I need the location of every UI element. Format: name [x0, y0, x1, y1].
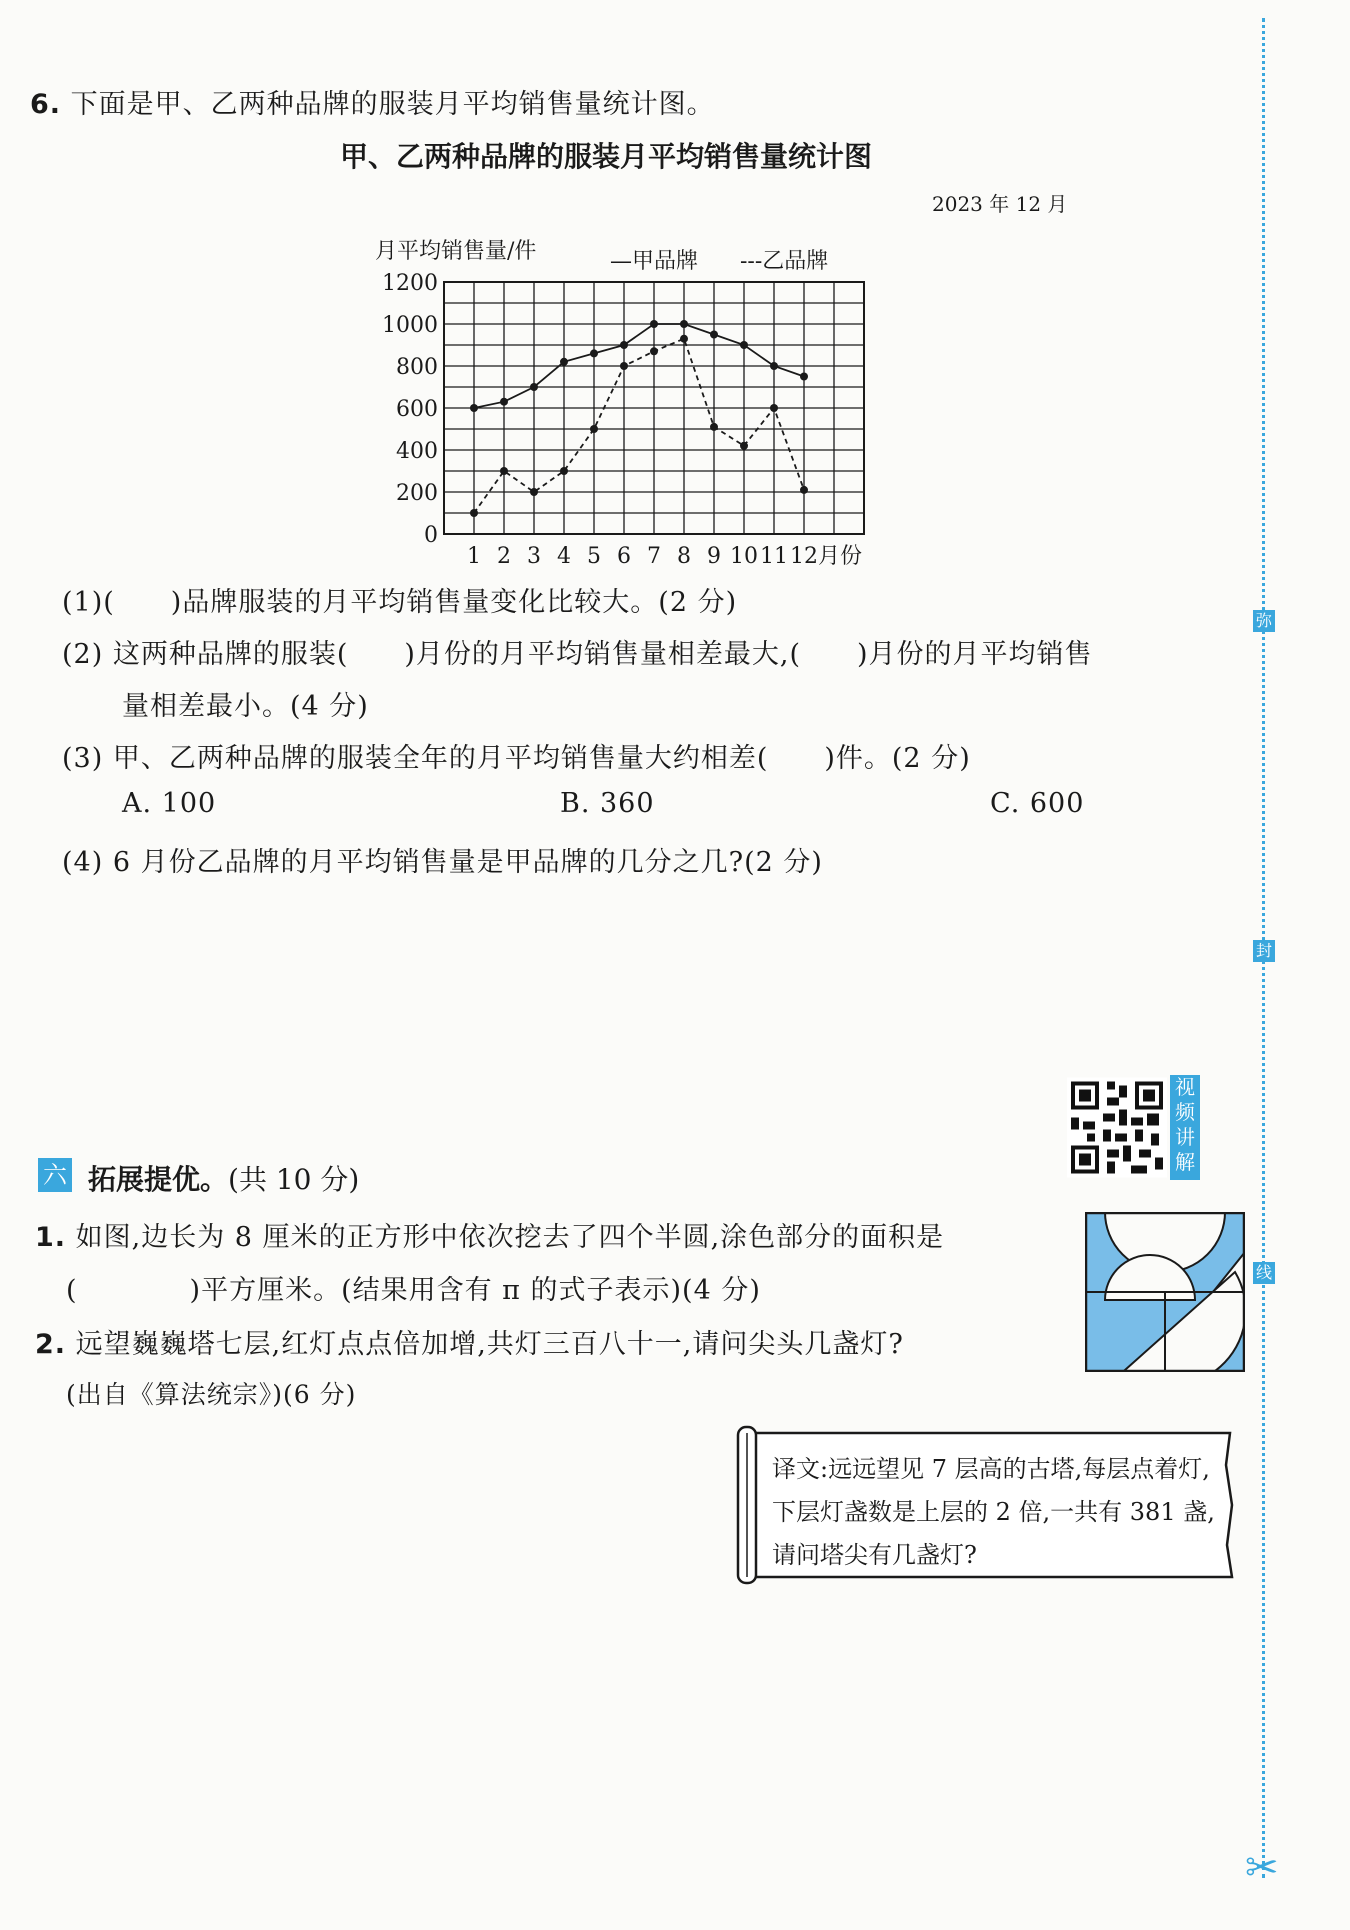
problem-2-line2: (出自《算法统宗》)(6 分) — [66, 1380, 357, 1409]
video-explanation-label[interactable]: 视频讲解 — [1170, 1075, 1200, 1180]
section-title: 拓展提优。 — [88, 1163, 229, 1196]
chart-title: 甲、乙两种品牌的服装月平均销售量统计图 — [340, 140, 873, 173]
data-point — [800, 486, 808, 494]
problem-1-line1 — [35, 1215, 944, 1254]
side-mark-feng: 封 — [1253, 940, 1275, 962]
option-a[interactable]: A. 100 — [122, 788, 217, 819]
y-tick-label: 200 — [396, 481, 438, 506]
y-tick-label: 600 — [396, 397, 438, 422]
data-point — [470, 509, 478, 517]
x-axis-label: 月份 — [818, 544, 863, 569]
y-tick-label: 1200 — [382, 271, 438, 296]
line-chart — [360, 225, 940, 570]
x-tick-label: 6 — [617, 544, 631, 569]
data-point — [680, 320, 688, 328]
data-point — [650, 347, 658, 355]
section-header — [88, 1158, 359, 1198]
q6-sub2-line2: 量相差最小。(4 分) — [122, 691, 369, 722]
semicircle-square-figure — [1085, 1212, 1245, 1372]
x-tick-label: 3 — [527, 544, 541, 569]
qr-code-icon[interactable] — [1067, 1075, 1167, 1180]
y-tick-label: 0 — [424, 523, 438, 548]
q6-sub2-line1: (2) 这两种品牌的服装( )月份的月平均销售量相差最大,( )月份的月平均销售 — [62, 639, 1093, 670]
problem-text: 远望巍巍塔七层,红灯点点倍加增,共灯三百八十一,请问尖头几盏灯? — [75, 1329, 904, 1360]
data-point — [800, 373, 808, 381]
data-point — [560, 358, 568, 366]
x-tick-label: 1 — [467, 544, 481, 569]
translation-text: 译文:远远望见 7 层高的古塔,每层点着灯,下层灯盏数是上层的 2 倍,一共有 381 盏,请问塔尖有几盏灯? — [772, 1455, 1215, 1569]
data-point — [470, 404, 478, 412]
y-tick-label: 400 — [396, 439, 438, 464]
problem-number: 1. — [35, 1222, 67, 1253]
data-point — [590, 425, 598, 433]
x-tick-label: 4 — [557, 544, 571, 569]
legend-yi: ---乙品牌 — [740, 249, 829, 274]
option-c[interactable]: C. 600 — [990, 788, 1085, 819]
q6-sub3: (3) 甲、乙两种品牌的服装全年的月平均销售量大约相差( )件。(2 分) — [62, 743, 971, 774]
data-point — [500, 398, 508, 406]
chart-date: 2023 年 12 月 — [932, 192, 1068, 216]
data-point — [530, 488, 538, 496]
data-point — [650, 320, 658, 328]
data-point — [500, 467, 508, 475]
y-tick-label: 800 — [396, 355, 438, 380]
data-point — [590, 349, 598, 357]
problem-number: 2. — [35, 1329, 67, 1360]
data-point — [710, 331, 718, 339]
section-score: (共 10 分) — [228, 1163, 360, 1196]
problem-1-line2: ( )平方厘米。(结果用含有 π 的式子表示)(4 分) — [66, 1275, 761, 1306]
q6-sub4: (4) 6 月份乙品牌的月平均销售量是甲品牌的几分之几?(2 分) — [62, 847, 823, 878]
x-tick-label: 7 — [647, 544, 661, 569]
problem-text: 如图,边长为 8 厘米的正方形中依次挖去了四个半圆,涂色部分的面积是 — [75, 1222, 945, 1253]
q6-sub1: (1)( )品牌服装的月平均销售量变化比较大。(2 分) — [62, 587, 738, 618]
x-tick-label: 5 — [587, 544, 601, 569]
data-point — [740, 442, 748, 450]
section-badge: 六 — [38, 1158, 72, 1192]
data-point — [710, 423, 718, 431]
y-axis-label: 月平均销售量/件 — [375, 239, 537, 264]
question-6-intro — [30, 82, 715, 121]
scissors-icon: ✂ — [1245, 1845, 1279, 1891]
x-tick-label: 2 — [497, 544, 511, 569]
data-point — [770, 362, 778, 370]
x-tick-label: 9 — [707, 544, 721, 569]
side-mark-mi: 弥 — [1253, 610, 1275, 632]
series-line-yi — [474, 339, 804, 513]
data-point — [620, 341, 628, 349]
question-number: 6. — [30, 89, 62, 120]
question-text: 下面是甲、乙两种品牌的服装月平均销售量统计图。 — [70, 89, 715, 120]
problem-2-line1 — [35, 1322, 904, 1361]
side-mark-xian: 线 — [1253, 1262, 1275, 1284]
x-tick-label: 8 — [677, 544, 691, 569]
data-point — [560, 467, 568, 475]
chart-grid — [444, 282, 864, 534]
x-tick-label: 12 — [790, 544, 818, 569]
x-tick-label: 11 — [760, 544, 788, 569]
data-point — [740, 341, 748, 349]
data-point — [680, 335, 688, 343]
y-tick-label: 1000 — [382, 313, 438, 338]
data-point — [620, 362, 628, 370]
option-b[interactable]: B. 360 — [560, 788, 655, 819]
data-point — [530, 383, 538, 391]
data-point — [770, 404, 778, 412]
x-tick-label: 10 — [730, 544, 758, 569]
legend-jia: —甲品牌 — [610, 249, 699, 274]
